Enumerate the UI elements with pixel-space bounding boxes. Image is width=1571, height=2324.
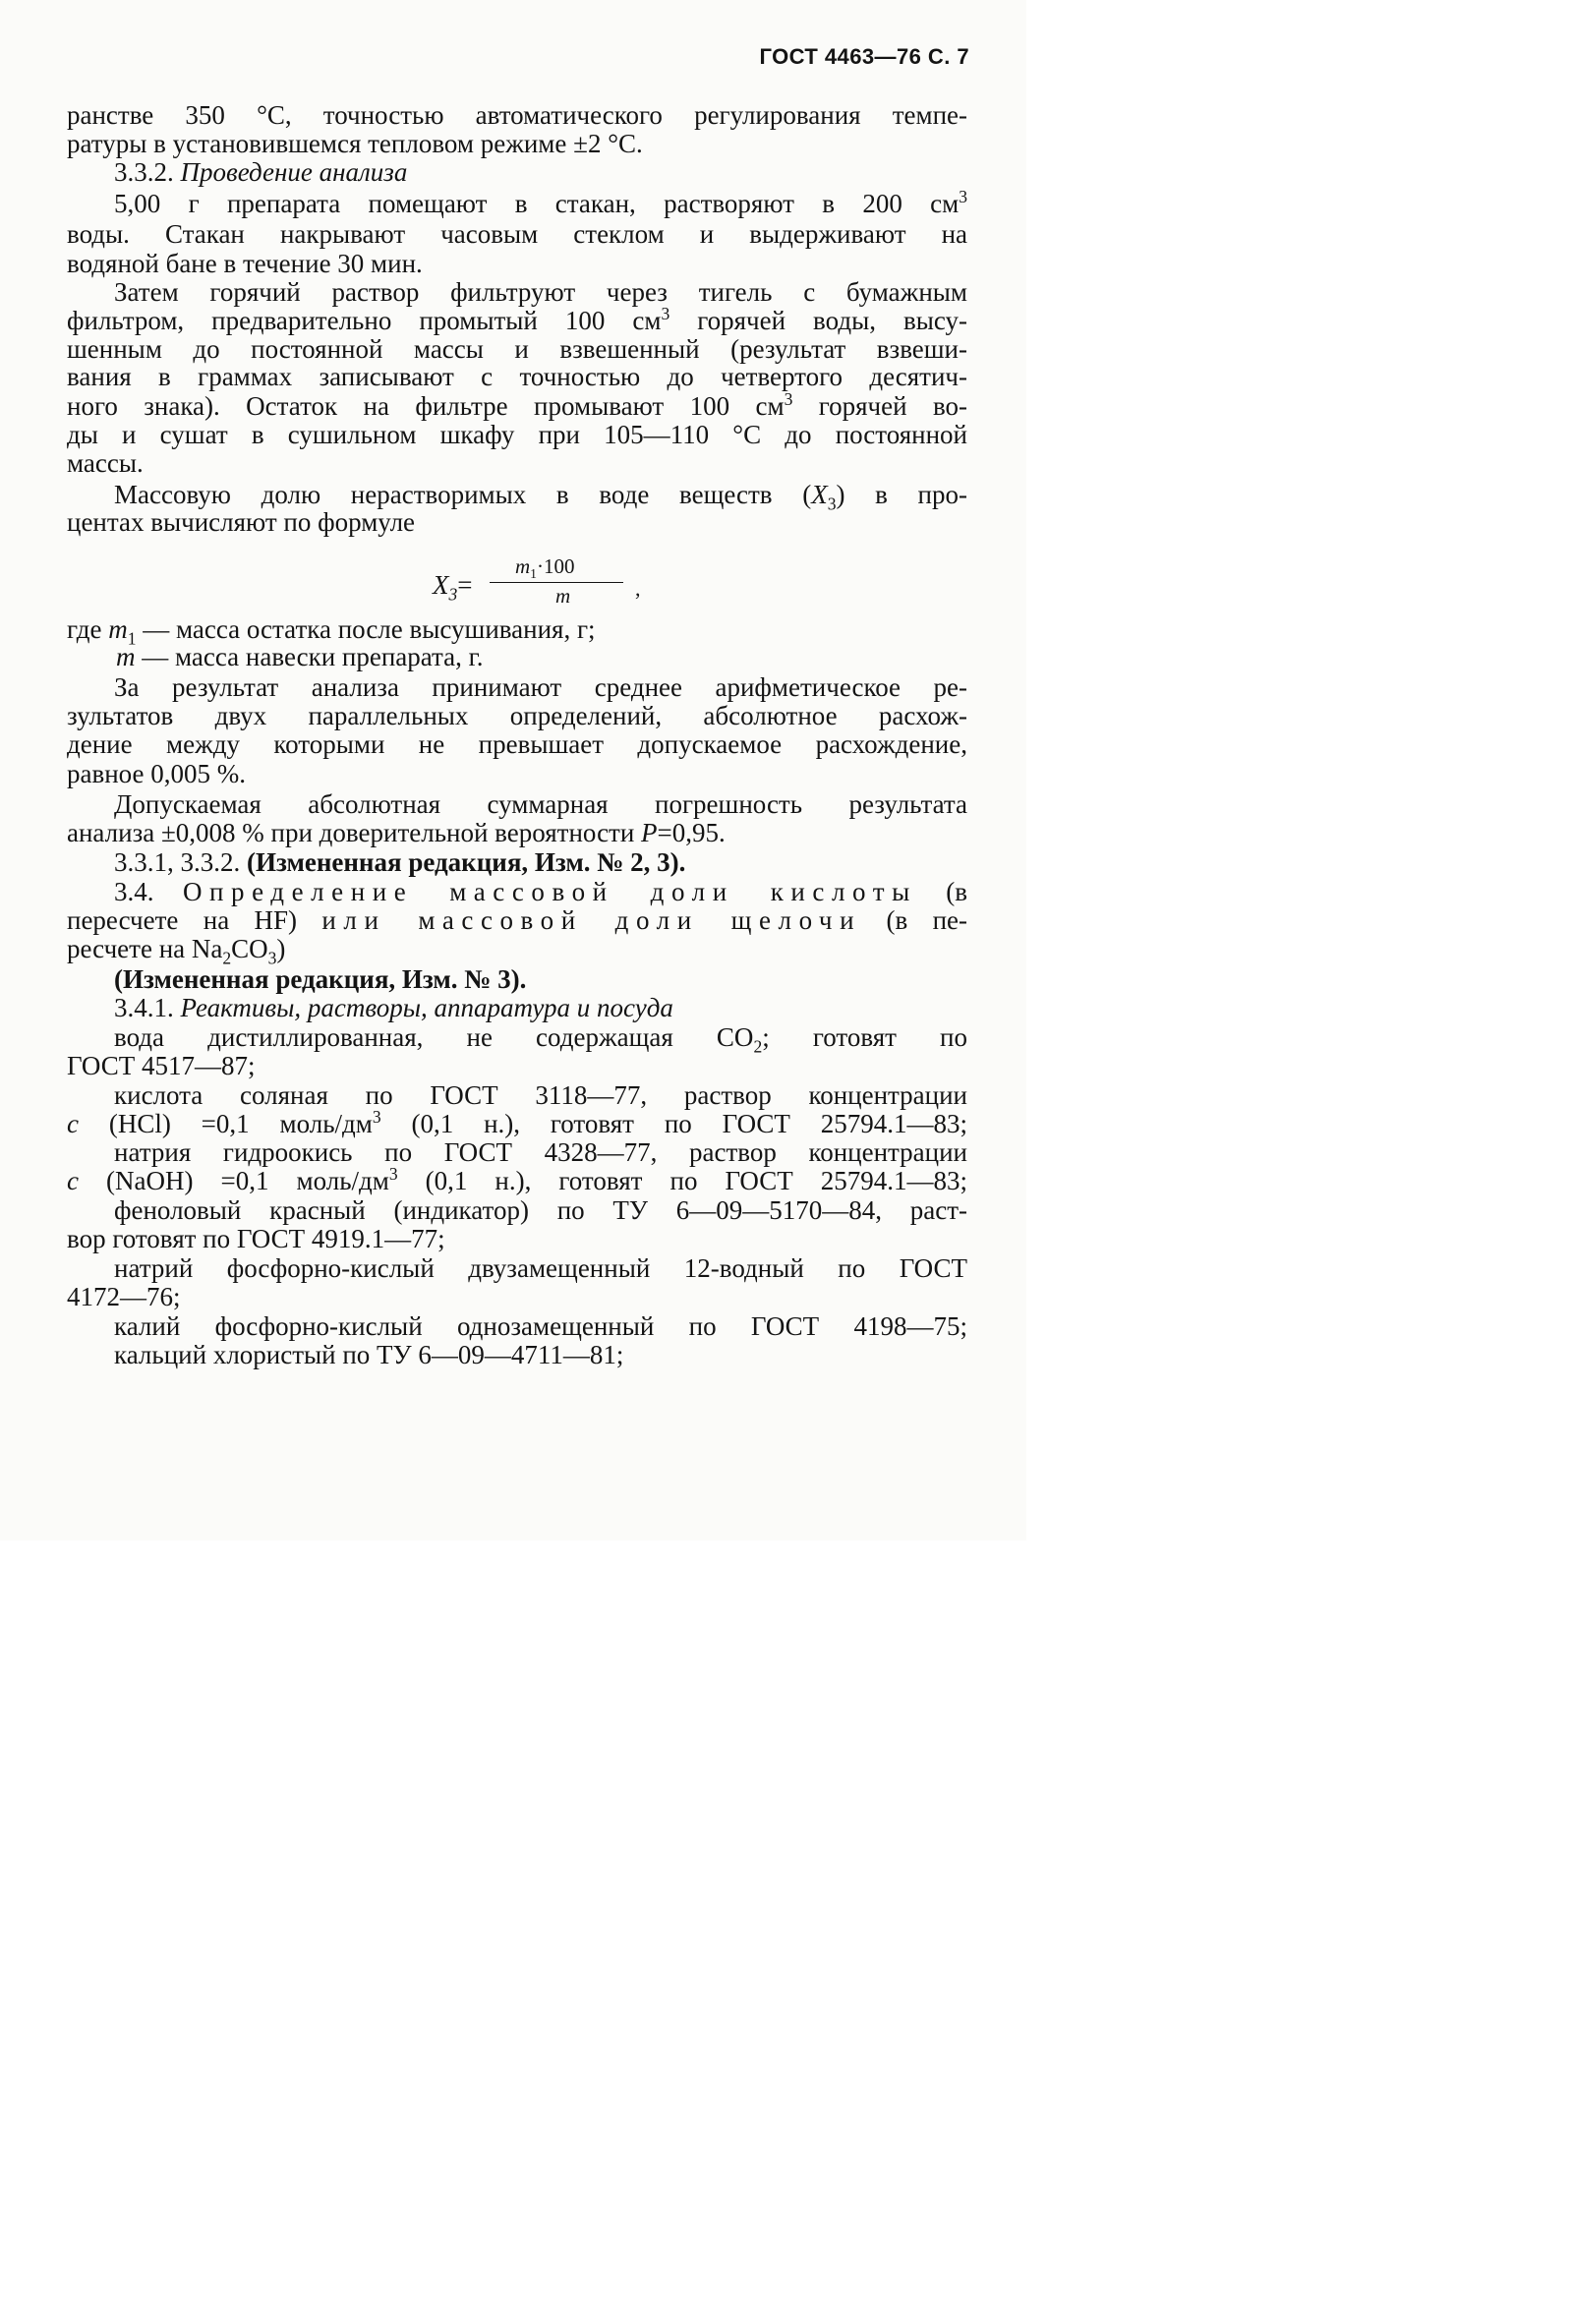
- text-line: За результат анализа принимают среднее арифметическое ре-: [114, 672, 967, 702]
- text-line: Затем горячий раствор фильтруют через тигель с бумажным: [114, 277, 967, 307]
- section-title: Определение массовой доли кислоты: [182, 877, 917, 906]
- section-heading: 3.4. Определение массовой доли кислоты (в: [114, 877, 967, 906]
- text-line: 5,00 г препарата помещают в стакан, растворяют в 200 $см^3$: [114, 187, 967, 218]
- text-line: массы.: [67, 448, 144, 478]
- section-number: 3.3.2.: [114, 157, 174, 187]
- text-line: зультатов двух параллельных определений, абсолютное расхож-: [67, 701, 967, 730]
- text-line: ного знака). Остаток на фильтре промывают 100 $см^3$ горячей во-: [67, 389, 968, 421]
- formula-comma: ,: [635, 576, 641, 601]
- list-item: с (НСl) =0,1 моль/$дм^3$ (0,1 н.), готовят по ГОСТ 25794.1—83;: [67, 1107, 967, 1138]
- section-title: Проведение анализа: [180, 157, 408, 187]
- list-item: калий фосфорно-кислый однозамещенный по ГОСТ 4198—75;: [114, 1311, 967, 1341]
- list-item: натрия гидроокись по ГОСТ 4328—77, раствор концентрации: [114, 1137, 967, 1167]
- text-line: Массовую долю нерастворимых в воде веществ $(X_3)$ в про-: [114, 480, 967, 514]
- text-line: ранстве 350 °С, точностью автоматического регулирования темпе-: [67, 100, 967, 130]
- text-line: дение между которыми не превышает допускаемое расхождение,: [67, 729, 967, 759]
- page-header: ГОСТ 4463—76 С. 7: [759, 44, 969, 69]
- text-line: Допускаемая абсолютная суммарная погрешность результата: [114, 789, 967, 819]
- formula-denominator: m: [555, 584, 571, 608]
- text-line: воды. Стакан накрывают часовым стеклом и выдерживают на: [67, 219, 967, 249]
- list-item: 4172—76;: [67, 1282, 181, 1311]
- document-page: [0, 0, 1026, 1540]
- formula-lhs: $X_3=$: [433, 570, 473, 605]
- text-line: водяной бане в течение 30 мин.: [67, 249, 423, 278]
- text-line: шенным до постоянной массы и взвешенный (результат взвеши-: [67, 334, 967, 364]
- text-line: вания в граммах записывают с точностью до четвертого десятич-: [67, 362, 967, 391]
- formula: [433, 554, 649, 613]
- text-line: m — масса навески препарата, г.: [116, 642, 484, 671]
- amendment-note: (Измененная редакция, Изм. № 2, 3).: [247, 847, 686, 877]
- section-heading: [114, 159, 967, 186]
- section-heading: 3.4.1. Реактивы, растворы, аппаратура и посуда: [114, 993, 673, 1022]
- list-item: ГОСТ 4517—87;: [67, 1051, 256, 1080]
- text-line: ресчете на $Na_2CO_3$): [67, 934, 286, 968]
- list-item: с (NaOH) =0,1 моль/$дм^3$ (0,1 н.), готовят по ГОСТ 25794.1—83;: [67, 1164, 968, 1195]
- text-line: центах вычисляют по формуле: [67, 507, 416, 537]
- text-line: ды и сушат в сушильном шкафу при 105—110 °С до постоянной: [67, 420, 967, 449]
- list-item: кислота соляная по ГОСТ 3118—77, раствор концентрации: [114, 1080, 967, 1110]
- section-title: Реактивы, растворы, аппаратура и посуда: [180, 993, 673, 1022]
- list-item: натрий фосфорно-кислый двузамещенный 12-водный по ГОСТ: [114, 1253, 967, 1283]
- text-line: 3.3.1, 3.3.2. (Измененная редакция, Изм. № 2, 3).: [114, 847, 686, 877]
- text-line: фильтром, предварительно промытый 100 $см^3$ горячей воды, высу-: [67, 304, 967, 335]
- amendment-note: (Измененная редакция, Изм. № 3).: [114, 964, 527, 994]
- list-item: кальций хлористый по ТУ 6—09—4711—81;: [114, 1340, 624, 1369]
- text-line: где $m_1$ — масса остатка после высушивания, г;: [67, 614, 596, 649]
- text-line: равное 0,005 %.: [67, 759, 246, 788]
- list-item: вода дистиллированная, не содержащая $СО_2$; готовят по: [114, 1022, 967, 1057]
- text-line: ратуры в установившемся тепловом режиме ±2 °С.: [67, 129, 643, 158]
- list-item: вор готовят по ГОСТ 4919.1—77;: [67, 1224, 445, 1253]
- fraction-bar: [490, 582, 623, 583]
- list-item: феноловый красный (индикатор) по ТУ 6—09—5170—84, раст-: [114, 1195, 967, 1225]
- text-line: пересчете на HF) или массовой доли щелочи (в пе-: [67, 905, 967, 935]
- text-line: анализа ±0,008 % при доверительной вероятности P=0,95.: [67, 818, 726, 847]
- formula-numerator: $m_1\cdot 100$: [515, 554, 575, 582]
